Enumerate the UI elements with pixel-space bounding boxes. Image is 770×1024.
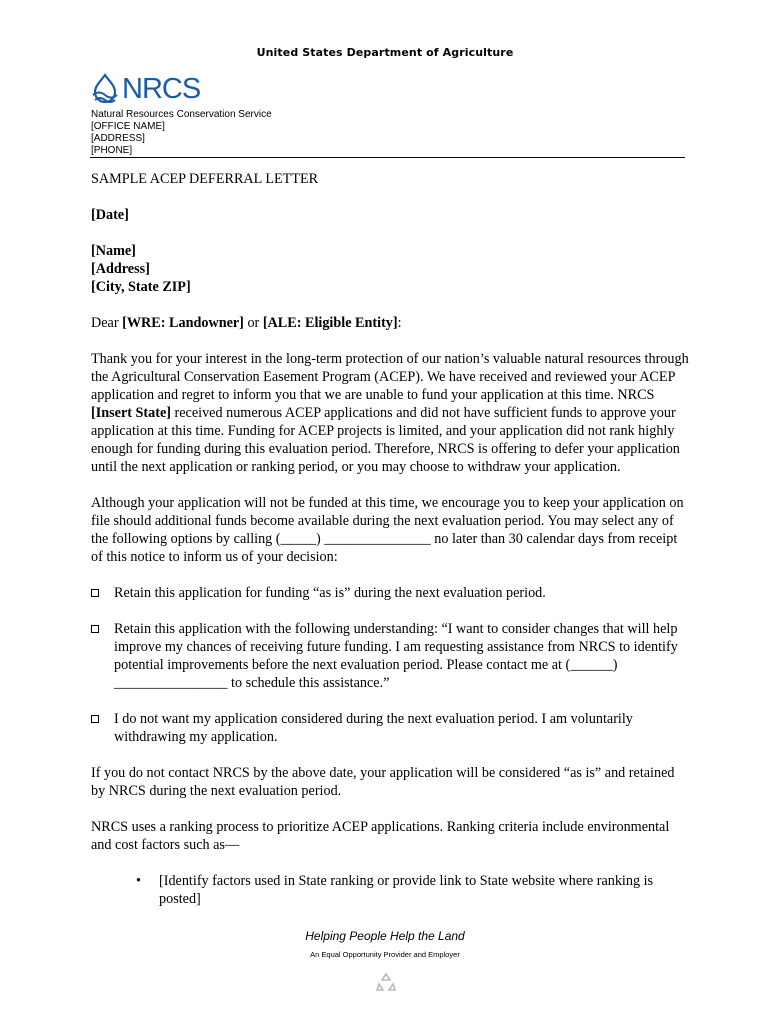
- insert-state: [Insert State]: [91, 405, 171, 421]
- letter-date: [Date]: [91, 207, 129, 223]
- office-phone: [PHONE]: [91, 145, 133, 156]
- recipient-address: [Address]: [91, 261, 150, 277]
- checkbox-icon: [91, 625, 99, 633]
- recipient-name: [Name]: [91, 243, 136, 259]
- letter-body: [91, 170, 691, 908]
- footer-eeo: An Equal Opportunity Provider and Employer: [310, 950, 460, 959]
- ranking-factor-item: • [Identify factors used in State ranking or provide link to State website where ranking is posted]: [136, 873, 654, 907]
- office-address: [ADDRESS]: [91, 133, 145, 144]
- bullet-icon: •: [136, 873, 141, 889]
- letter-title: SAMPLE ACEP DEFERRAL LETTER: [91, 171, 319, 187]
- option-withdraw: I do not want my application considered during the next evaluation period. I am voluntarily withdrawing my application.: [91, 710, 691, 746]
- paragraph-options-intro: Although your application will not be funded at this time, we encourage you to keep your application on file should additional funds become available during the next evaluation period. You may select any of the following options by calling (_____) _______________ no later than 30 calendar days from receipt of this notice to inform us of your decision:: [91, 495, 684, 565]
- logo-text: NRCS: [122, 73, 201, 105]
- salutation: Dear [WRE: Landowner] or [ALE: Eligible Entity]:: [91, 315, 402, 331]
- option-retain-as-is: Retain this application for funding “as is” during the next evaluation period.: [91, 584, 691, 602]
- paragraph-intro: Thank you for your interest in the long-term protection of our nation’s valuable natural resources through the Agricultural Conservation Easement Program (ACEP). We have received and reviewed your ACEP application and regret to inform you that we are unable to fund your application at this time. NRCS [Insert State] received numerous ACEP applications and did not have sufficient funds to approve your application at this time. Funding for ACEP projects is limited, and your application did not rank highly enough for funding during this evaluation period. Therefore, NRCS is offering to defer your application until the next application or ranking period, or you may choose to withdraw your application.: [91, 351, 689, 475]
- recycle-icon: [375, 971, 397, 993]
- agency-header: United States Department of Agriculture: [256, 46, 514, 59]
- service-name: Natural Resources Conservation Service: [91, 109, 272, 120]
- option-retain-with-assistance: Retain this application with the following understanding: “I want to consider changes that will help improve my chances of receiving future funding. I am requesting assistance from NRCS to identify potential improvements before the next evaluation period. Please contact me at (______) ________________ to schedule this assistance.”: [91, 620, 691, 692]
- checkbox-icon: [91, 589, 99, 597]
- checkbox-icon: [91, 715, 99, 723]
- salutation-ale: [ALE: Eligible Entity]: [262, 315, 398, 331]
- salutation-wre: [WRE: Landowner]: [122, 315, 244, 331]
- paragraph-default: If you do not contact NRCS by the above date, your application will be considered “as is” and retained by NRCS during the next evaluation period.: [91, 765, 675, 799]
- nrcs-logo: [90, 73, 200, 105]
- footer-slogan: Helping People Help the Land: [305, 929, 465, 943]
- recipient-city: [City, State ZIP]: [91, 279, 191, 295]
- header-divider: [90, 157, 685, 158]
- paragraph-ranking: NRCS uses a ranking process to prioritize ACEP applications. Ranking criteria include environmental and cost factors such as—: [91, 819, 670, 853]
- office-name: [OFFICE NAME]: [91, 121, 165, 132]
- office-block: [91, 109, 272, 157]
- water-drop-icon: [90, 73, 120, 105]
